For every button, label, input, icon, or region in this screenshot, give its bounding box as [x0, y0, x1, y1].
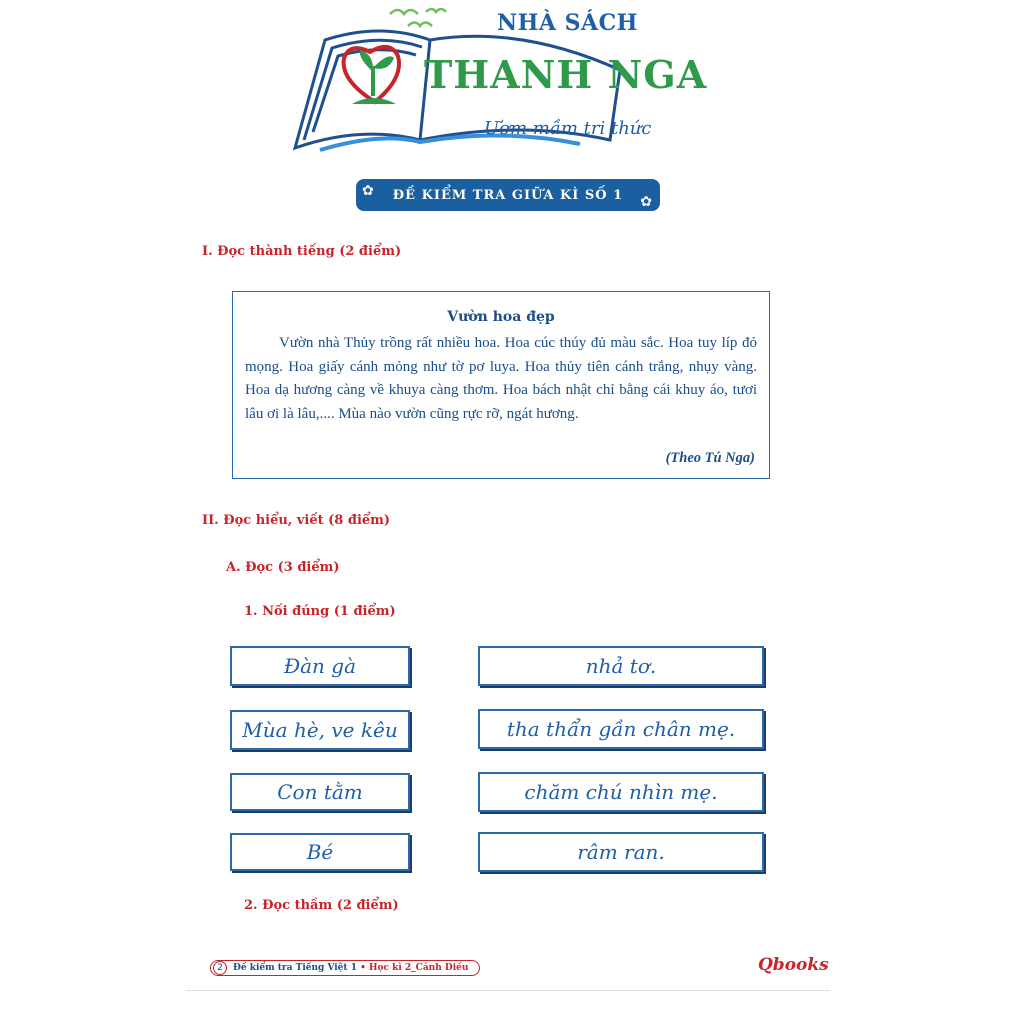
exam-title-banner	[356, 179, 660, 211]
heart-sprout-icon	[344, 47, 399, 104]
match-left-3-text: Con tằm	[277, 780, 363, 804]
footer-pill	[210, 960, 480, 976]
footer-divider	[186, 990, 830, 991]
brand-slogan: Ươm mầm tri thức	[484, 118, 652, 139]
match-right-1-text: nhả tơ.	[585, 654, 657, 678]
reading-passage-box	[232, 291, 770, 479]
page-number: 2	[213, 961, 227, 975]
flower-icon: ✿	[640, 194, 652, 210]
passage-body: Vườn nhà Thủy trồng rất nhiều hoa. Hoa cúc thúy đủ màu sắc. Hoa tuy líp đỏ mọng. Hoa giấy cánh mỏng như tờ pơ luya. Hoa thủy tiên cánh trắng, nhụy vàng. Hoa dạ hương càng về khuya càng thơm. Hoa bách nhật chỉ bằng cái khuy áo, tươi lâu ơi là lâu,.... Mùa nào vườn cũng rực rỡ, ngát hương.	[245, 335, 757, 422]
section-2-heading: II. Đọc hiểu, viết (8 điểm)	[202, 513, 391, 528]
match-right-1[interactable]	[478, 646, 764, 686]
birds-icon	[390, 9, 446, 26]
footer-title	[233, 963, 468, 973]
passage-source: (Theo Tú Nga)	[665, 450, 755, 466]
brand-top-text: NHÀ SÁCH	[497, 10, 638, 36]
match-right-4[interactable]	[478, 832, 764, 872]
flower-icon: ✿	[362, 183, 374, 199]
match-right-2[interactable]	[478, 709, 764, 749]
footer-title-text: Đề kiểm tra Tiếng Việt 1	[233, 963, 357, 973]
match-right-4-text: râm ran.	[577, 840, 665, 864]
passage-title: Vườn hoa đẹp	[447, 309, 555, 325]
match-left-1[interactable]	[230, 646, 410, 686]
match-left-4-text: Bé	[306, 840, 334, 864]
match-left-4[interactable]	[230, 833, 410, 871]
footer-bullet: •	[360, 963, 366, 973]
footer-subtitle: Học kì 2_Cánh Diều	[369, 963, 469, 973]
match-left-2-text: Mùa hè, ve kêu	[242, 718, 398, 742]
exam-title: ĐỀ KIỂM TRA GIỮA KÌ SỐ 1	[392, 187, 624, 203]
match-left-3[interactable]	[230, 773, 410, 811]
question-1-heading: 1. Nối đúng (1 điểm)	[244, 604, 396, 619]
question-2-heading: 2. Đọc thầm (2 điểm)	[244, 898, 399, 913]
match-left-2[interactable]	[230, 710, 410, 750]
section-1-heading: I. Đọc thành tiếng (2 điểm)	[202, 244, 402, 259]
subsection-a-heading: A. Đọc (3 điểm)	[226, 560, 340, 575]
match-right-3-text: chăm chú nhìn mẹ.	[524, 780, 718, 804]
qbooks-logo: Qbooks	[758, 955, 829, 975]
match-right-2-text: tha thẩn gần chân mẹ.	[506, 717, 736, 741]
match-right-3[interactable]	[478, 772, 764, 812]
match-left-1-text: Đàn gà	[283, 654, 357, 678]
brand-name: THANH NGA	[424, 52, 708, 97]
